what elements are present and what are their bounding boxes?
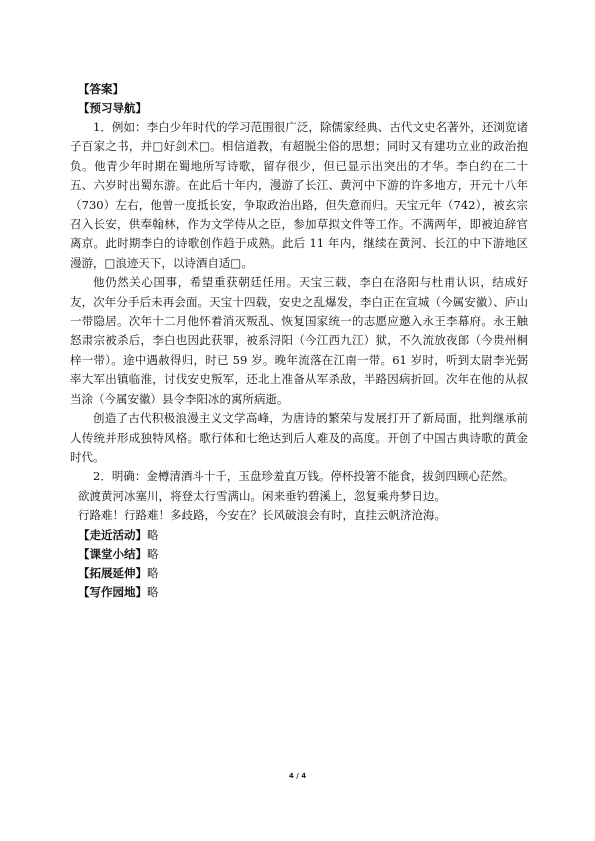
section-value: 略 <box>147 584 159 599</box>
section-value: 略 <box>147 546 159 561</box>
preview-heading: 【预习导航】 <box>78 101 147 115</box>
section-label: 【写作园地】 <box>78 584 147 599</box>
section-label: 【走近活动】 <box>78 527 147 542</box>
section-label: 【课堂小结】 <box>78 546 147 561</box>
paragraph-3: 创造了古代积极浪漫主义文学高峰，为唐诗的繁荣与发展打开了新局面，批判继承前人传统并形成独特风格。歌行体和七绝达到后人难及的高度。开创了中国古典诗歌的黄金时代。 <box>70 411 528 464</box>
section-value: 略 <box>147 527 159 542</box>
section-row <box>70 526 528 545</box>
answer-content <box>70 80 528 602</box>
page-number: 4 / 4 <box>288 772 307 780</box>
paragraph-2: 他仍然关心国事，希望重获朝廷任用。天宝三载，李白在洛阳与杜甫认识，结成好友，次年分手后未再会面。天宝十四载，安史之乱爆发，李白正在宣城（今属安徽）、庐山一带隐居。次年十二月他怀着消灭叛乱、恢复国家统一的志愿应邀入永王李幕府。永王触怒肃宗被杀后，李白也因此获罪，被系浔阳（今江西九江）狱，不久流放夜郎（今贵州桐梓一带）。途中遇赦得归，时已 59 岁。晚年流落在江南一带。61 岁时，听到太尉李光弼率大军出镇临淮，讨伐安史叛军，还北上准备从军杀敌，半路因病折回。次年在他的从叔当涂（今属安徽）县令李阳冰的寓所病逝。 <box>70 275 528 406</box>
section-label: 【拓展延伸】 <box>78 565 147 580</box>
section-value: 略 <box>147 565 159 580</box>
section-row <box>70 583 528 602</box>
section-row <box>70 564 528 583</box>
poem-line-1: 2．明确：金樽清酒斗十千，玉盘珍羞直万钱。停杯投箸不能食，拔剑四顾心茫然。 <box>93 469 515 484</box>
poem-line-3: 行路难！行路难！多歧路，今安在？长风破浪会有时，直挂云帆济沧海。 <box>78 508 446 523</box>
answer-heading: 【答案】 <box>78 82 124 96</box>
poem-line-2: 欲渡黄河冰塞川，将登太行雪满山。闲来垂钓碧溪上，忽复乘舟梦日边。 <box>78 488 446 503</box>
paragraph-1: 1．例如：李白少年时代的学习范围很广泛，除儒家经典、古代文史名著外，还浏览诸子百家之书，并□好剑术□。相信道教，有超脱尘俗的思想；同时又有建功立业的政治抱负。他青少年时期在蜀地所写诗歌，留存很少，但已显示出突出的才华。李白约在二十五、六岁时出蜀东游。在此后十年内，漫游了长江、黄河中下游的许多地方，开元十八年（730）左右，他曾一度抵长安，争取政治出路，但失意而归。天宝元年（742），被玄宗召入长安，供奉翰林，作为文学侍从之臣，参加草拟文件等工作。不满两年，即被迫辞官离京。此时期李白的诗歌创作趋于成熟。此后 11 年内，继续在黄河、长江的中下游地区漫游，□浪迹天下，以诗酒自适□。 <box>70 120 528 270</box>
section-row <box>70 545 528 564</box>
